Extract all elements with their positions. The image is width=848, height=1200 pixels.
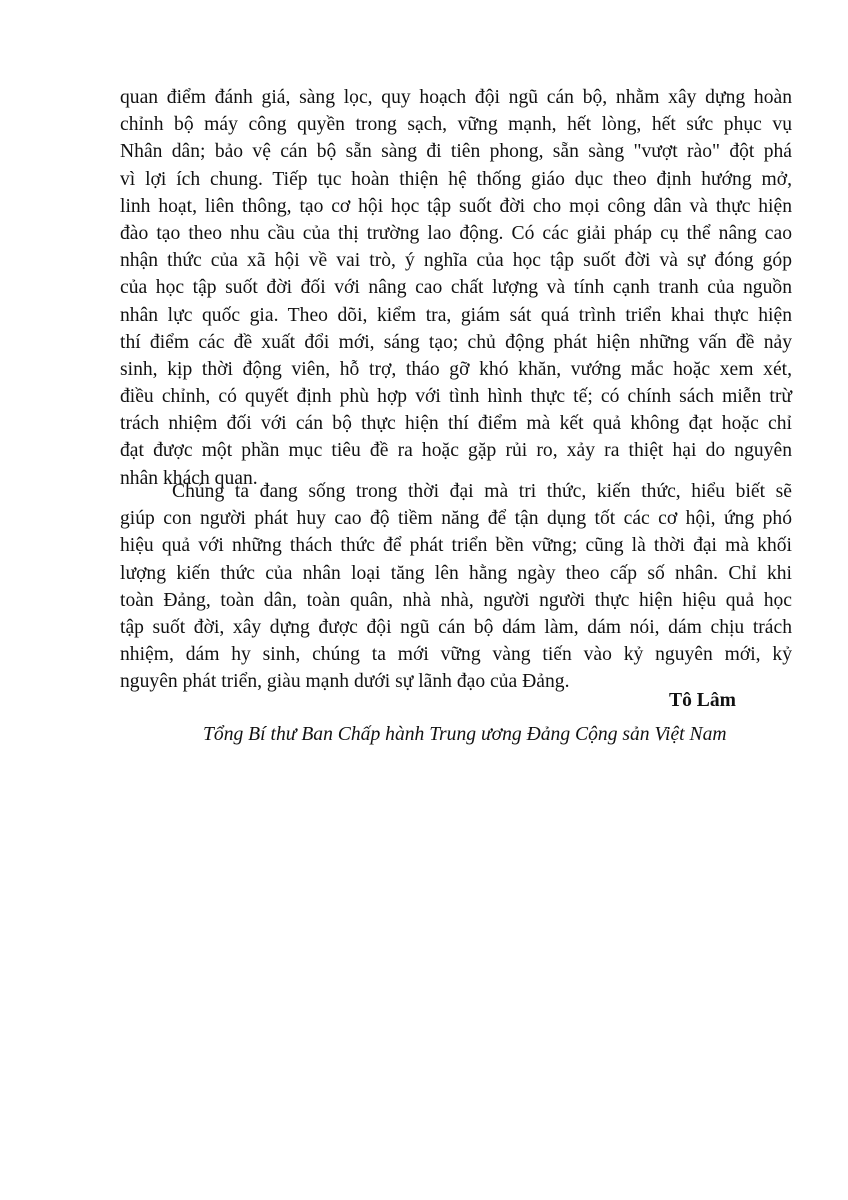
paragraph-line: nhân khách quan. (120, 467, 258, 489)
paragraph-line: sinh, kịp thời động viên, hỗ trợ, tháo gỡ khó khăn, vướng mắc hoặc xem xét, (120, 358, 792, 380)
paragraph-line: toàn Đảng, toàn dân, toàn quân, nhà nhà, người người thực hiện hiệu quả học (120, 589, 792, 611)
paragraph-line: nhiệm, dám hy sinh, chúng ta mới vững vàng tiến vào kỷ nguyên mới, kỷ (120, 644, 792, 666)
paragraph-line: trách nhiệm đối với cán bộ thực hiện thí điểm mà kết quả không đạt hoặc chỉ (120, 413, 792, 435)
paragraph-line: hiệu quả với những thách thức để phát triển bền vững; cũng là thời đại mà khối (120, 535, 792, 557)
paragraph-line: nhân lực quốc gia. Theo dõi, kiểm tra, giám sát quá trình triển khai thực hiện (120, 304, 792, 326)
paragraph-line: nguyên phát triển, giàu mạnh dưới sự lãnh đạo của Đảng. (120, 671, 570, 693)
paragraph-line: đạt được một phần mục tiêu đề ra hoặc gặp rủi ro, xảy ra thiệt hại do nguyên (120, 440, 792, 462)
signature-name: Tô Lâm (669, 690, 736, 711)
body-paragraph-2 (120, 478, 792, 696)
paragraph-line: chỉnh bộ máy công quyền trong sạch, vững mạnh, hết lòng, hết sức phục vụ (120, 114, 792, 136)
body-paragraph-1 (120, 84, 792, 492)
paragraph-line: điều chỉnh, có quyết định phù hợp với tình hình thực tế; có chính sách miễn trừ (120, 386, 792, 408)
paragraph-line: Nhân dân; bảo vệ cán bộ sẵn sàng đi tiên phong, sẵn sàng "vượt rào" đột phá (120, 141, 792, 163)
paragraph-line: nhận thức của xã hội về vai trò, ý nghĩa của học tập suốt đời và sự đóng góp (120, 250, 792, 272)
paragraph-line: tập suốt đời, xây dựng được đội ngũ cán bộ dám làm, dám nói, dám chịu trách (120, 616, 792, 638)
paragraph-line: đào tạo theo nhu cầu của thị trường lao động. Có các giải pháp cụ thể nâng cao (120, 222, 792, 244)
paragraph-line: giúp con người phát huy cao độ tiềm năng để tận dụng tốt các cơ hội, ứng phó (120, 508, 792, 530)
paragraph-line: Chúng ta đang sống trong thời đại mà tri thức, kiến thức, hiểu biết sẽ (172, 481, 792, 502)
paragraph-line: của học tập suốt đời đối với nâng cao chất lượng và tính cạnh tranh của nguồn (120, 277, 792, 299)
paragraph-line: quan điểm đánh giá, sàng lọc, quy hoạch đội ngũ cán bộ, nhằm xây dựng hoàn (120, 87, 792, 108)
paragraph-line: thí điểm các đề xuất đổi mới, sáng tạo; chủ động phát hiện những vấn đề nảy (120, 331, 792, 353)
paragraph-line: linh hoạt, liên thông, tạo cơ hội học tập suốt đời cho mọi công dân và thực hiện (120, 195, 792, 217)
paragraph-line: vì lợi ích chung. Tiếp tục hoàn thiện hệ thống giáo dục theo định hướng mở, (120, 168, 792, 190)
signature-title: Tổng Bí thư Ban Chấp hành Trung ương Đảng Cộng sản Việt Nam (203, 724, 727, 745)
paragraph-line: lượng kiến thức của nhân loại tăng lên hằng ngày theo cấp số nhân. Chỉ khi (120, 562, 792, 584)
